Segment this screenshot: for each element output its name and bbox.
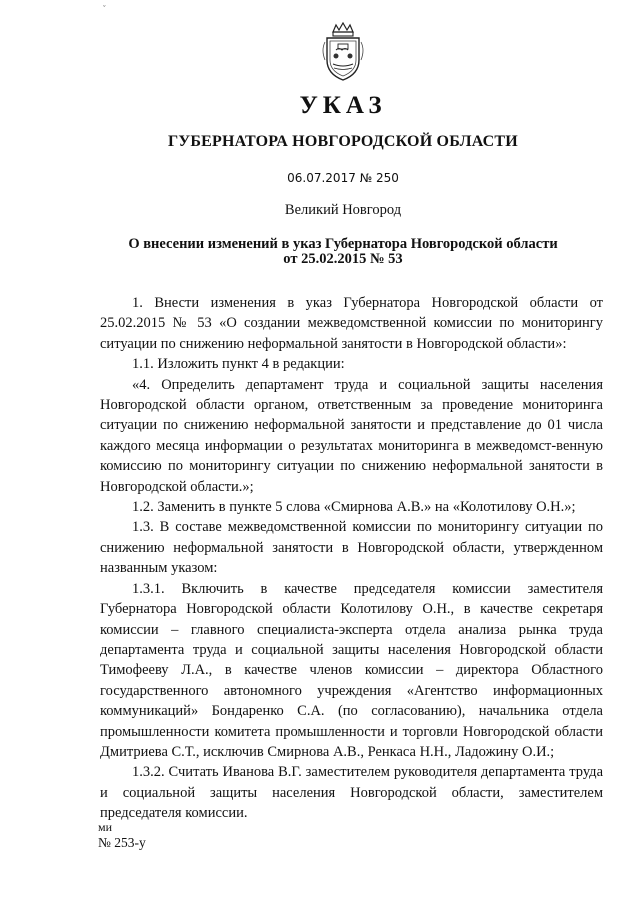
- paragraph-1-3-2: 1.3.2. Считать Иванова В.Г. заместителем руководителя департамента труда и социальной защиты населения Новгородской области, заместителем председателя комиссии.: [100, 764, 603, 822]
- paragraph-1-3-1: 1.3.1. Включить в качестве председателя комиссии заместителя Губернатора Новгородской области Колотилову О.Н., в качестве секретаря комиссии – главного специалиста-эксперта отдела анализа рынка труда департамента труда и социальной защиты населения Новгородской области Тимофееву Л.А., в качестве членов комиссии – директора Областного государственного автономного учреждения «Агентство информационных коммуникаций» Бондаренко С.А. (по согласованию), начальника отдела промышленности комитета промышленности и торговли Новгородской области Дмитриева С.Т., исключив Смирнова А.В., Ренкаса Н.Н., Ладожину О.И.;: [100, 580, 603, 760]
- paragraph-1-1: 1.1. Изложить пункт 4 в редакции:: [132, 356, 345, 373]
- issuer-title: ГУБЕРНАТОРА НОВГОРОДСКОЙ ОБЛАСТИ: [168, 133, 518, 150]
- heading-line-1: О внесении изменений в указ Губернатора Новгородской области: [128, 236, 558, 252]
- executor-initials: ми: [98, 820, 113, 834]
- registration-footer: [98, 820, 146, 850]
- paragraph-1: 1. Внести изменения в указ Губернатора Новгородской области от 25.02.2015 № 53 «О создании межведомственной комиссии по мониторингу ситуации по снижению неформальной занятости в Новгородской области»:: [100, 295, 603, 352]
- date-and-number: 06.07.2017 № 250: [287, 171, 399, 185]
- registration-number: № 253-у: [98, 835, 146, 850]
- document-title: УКАЗ: [299, 92, 387, 119]
- document-heading: [100, 237, 586, 266]
- scan-mark: ˇ: [103, 4, 106, 13]
- paragraph-1-2: 1.2. Заменить в пункте 5 слова «Смирнова А.В.» на «Колотилову О.Н.»;: [132, 499, 576, 516]
- heading-line-2: от 25.02.2015 № 53: [283, 250, 403, 267]
- place-of-issue: Великий Новгород: [284, 202, 402, 218]
- paragraph-4-quote: «4. Определить департамент труда и социальной защиты населения Новгородской области органом, ответственным за проведение мониторинга ситуации по снижению неформальной занятости и представление до 01 числа каждого месяца информации о результатах мониторинга в межведомст-венную комиссию по мониторингу ситуации по снижению неформальной занятости в Новгородской области.»;: [100, 376, 603, 495]
- coat-of-arms-icon: [319, 22, 367, 84]
- paragraph-1-3: 1.3. В составе межведомственной комиссии по мониторингу ситуации по снижению неформальной занятости в Новгородской области, утвержденном названным указом:: [100, 519, 603, 577]
- document-body: [100, 293, 603, 824]
